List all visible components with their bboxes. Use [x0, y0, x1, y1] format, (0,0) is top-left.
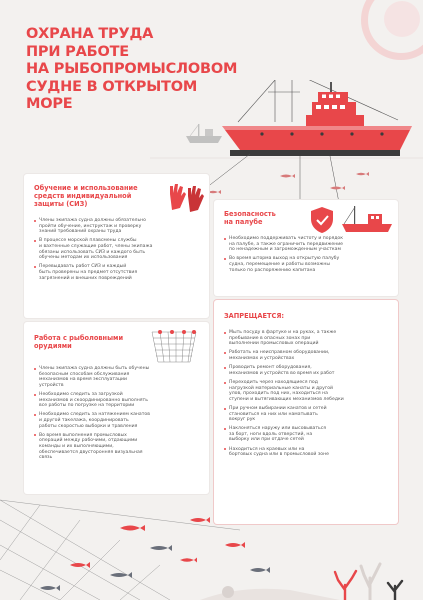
siz-list — [34, 218, 204, 285]
item-line: ступени и вытягивающих механизмов лебедки — [229, 396, 344, 402]
item-line: все работы по погрузке на территории — [39, 403, 135, 409]
item-line: Необходимо поддерживать чистоту и порядок — [229, 236, 344, 241]
item-line: бортовых судна или в промысловой зоне — [229, 452, 329, 458]
item-line: безопасным способам обслуживания — [39, 371, 130, 377]
item-line: Наклоняться наружу или высовываться — [229, 426, 327, 432]
item-line: механизмов и скоординированно выполнять — [39, 397, 148, 403]
list-item — [224, 365, 394, 376]
item-line: вокруг рук — [229, 417, 256, 423]
deck-list — [224, 236, 394, 277]
item-line: работы скоростью выборки и травления — [39, 423, 138, 429]
seabed — [200, 586, 340, 600]
item-line: и вахтенные служащие работ, члены экипажа — [39, 243, 153, 249]
item-line: пройти обучение, инструктаж и проверку — [39, 223, 142, 229]
protective-gloves-icon — [166, 182, 206, 214]
list-item — [34, 366, 204, 388]
list-item — [224, 330, 394, 347]
item-line: Проводить ремонт оборудования, — [229, 365, 312, 371]
card-forbidden-heading — [224, 312, 284, 320]
heading-line: орудиями — [34, 342, 72, 350]
item-line: Во время шторма выход на открытую палубу — [229, 256, 340, 262]
coral — [335, 564, 402, 600]
forbidden-list — [224, 330, 394, 461]
list-item — [224, 350, 394, 361]
item-line: Члены экипажа судна должны обязательно — [39, 218, 146, 223]
logo-watermark — [361, 0, 423, 60]
item-line: Мыть посуду в фартуке и на руках, а также — [229, 330, 337, 335]
item-line: улов, проходить под них, находиться на — [229, 391, 328, 397]
item-line: загрязнений и внешних повреждений — [39, 275, 132, 281]
shield-check-icon — [309, 206, 335, 234]
item-line: Переходить через находящиеся под — [229, 379, 318, 385]
item-line: Необходимо следить за натяжением канатов — [39, 412, 150, 418]
item-line: по ненадежным и загроможденным участкам — [229, 247, 341, 253]
deck-boat-icon — [338, 204, 394, 234]
list-item — [34, 433, 204, 461]
title-line: ПРИ РАБОТЕ — [26, 43, 129, 60]
item-line: обязаны использовать СИЗ и каждого быть — [39, 249, 146, 255]
card-gear-heading — [34, 334, 123, 350]
item-line: знаний требований охраны труда — [39, 229, 122, 235]
item-line: связь — [39, 455, 53, 461]
item-line: пребывание в опасных зонах при — [229, 335, 311, 341]
list-item — [224, 447, 394, 458]
title-line: МОРЕ — [26, 96, 73, 112]
logo-inner — [384, 1, 420, 37]
list-item — [224, 406, 394, 423]
list-item — [34, 264, 204, 281]
card-deck — [214, 200, 398, 296]
title-line: ОХРАНА ТРУДА — [26, 26, 154, 42]
item-line: Находиться на краевых или на — [229, 446, 305, 452]
ship-wheelhouse — [306, 82, 364, 126]
item-line: становиться на них или наматывать — [229, 411, 318, 417]
fish-group — [40, 517, 270, 591]
list-item — [34, 392, 204, 409]
ship-hull — [222, 126, 412, 156]
item-line: Члены экипажа судна должны быть обучены — [39, 366, 150, 371]
item-line: только по распоряжению капитана — [229, 267, 316, 273]
card-deck-heading — [224, 210, 276, 226]
heading-line: на палубе — [224, 218, 263, 226]
item-line: Перевыдавать работ СИЗ и каждый — [39, 264, 127, 270]
item-line: При ручном выбирании канатов и сетей — [229, 405, 327, 411]
item-line: судна, перемещение и работы возможны — [229, 261, 331, 267]
item-line: команды и их выполняющими, — [39, 443, 114, 449]
list-item — [224, 256, 394, 273]
item-line: и другой такелажа, координировать — [39, 417, 129, 423]
item-line: обеспечивается двусторонняя визуальная — [39, 449, 143, 455]
item-line: Работать на неисправном оборудовании, — [229, 350, 330, 356]
item-line: механизмах и устройствах — [229, 355, 295, 361]
list-item — [224, 236, 394, 253]
list-item — [34, 218, 204, 235]
heading-line: средств индивидуальной — [34, 192, 132, 200]
heading-line: Безопасность — [224, 210, 276, 218]
trawl-net — [0, 500, 240, 600]
item-line: выборку или при отдаче сетей — [229, 437, 304, 443]
fish-school — [208, 172, 369, 194]
list-item — [224, 426, 394, 443]
list-item — [34, 238, 204, 260]
item-line: на палубе, а также ограничить передвижение — [229, 241, 344, 247]
item-line: быть проверены на предмет отсутствия — [39, 269, 138, 275]
item-line: Во время выполнения промысловых — [39, 432, 127, 438]
card-gear — [24, 322, 209, 494]
fishing-net-icon — [150, 328, 198, 364]
item-line: за борт, ноги вдоль отверстий, на — [229, 431, 313, 437]
item-line: Необходимо следить за загрузкой — [39, 391, 123, 397]
item-line: механизмов на время эксплуатации — [39, 377, 128, 383]
card-siz-heading — [34, 184, 138, 208]
heading-line: ЗАПРЕЩАЕТСЯ: — [224, 312, 285, 320]
item-line: механизмов и устройств во время их работ — [229, 370, 335, 376]
item-line: нагрузкой материальные канаты и другой — [229, 385, 334, 391]
title-line: НА РЫБОПРОМЫСЛОВОМ — [26, 61, 238, 77]
item-line: обучены методам их использования — [39, 255, 128, 261]
item-line: В процессе морской плавсмены службы — [39, 238, 137, 244]
heading-line: Работа с рыболовными — [34, 334, 124, 342]
item-line: выполнении промысловых операций — [229, 341, 319, 347]
title-line: СУДНЕ В ОТКРЫТОМ — [26, 78, 198, 95]
card-siz — [24, 174, 209, 318]
distant-boat-icon — [186, 124, 222, 143]
gear-list — [34, 366, 204, 464]
item-line: операций между рабочими, отдающими — [39, 438, 138, 444]
heading-line: Обучение и использование — [34, 184, 138, 192]
heading-line: защиты (СИЗ) — [34, 200, 88, 208]
item-line: устройств — [39, 382, 64, 388]
list-item — [34, 412, 204, 429]
card-forbidden — [214, 300, 398, 524]
list-item — [224, 380, 394, 402]
